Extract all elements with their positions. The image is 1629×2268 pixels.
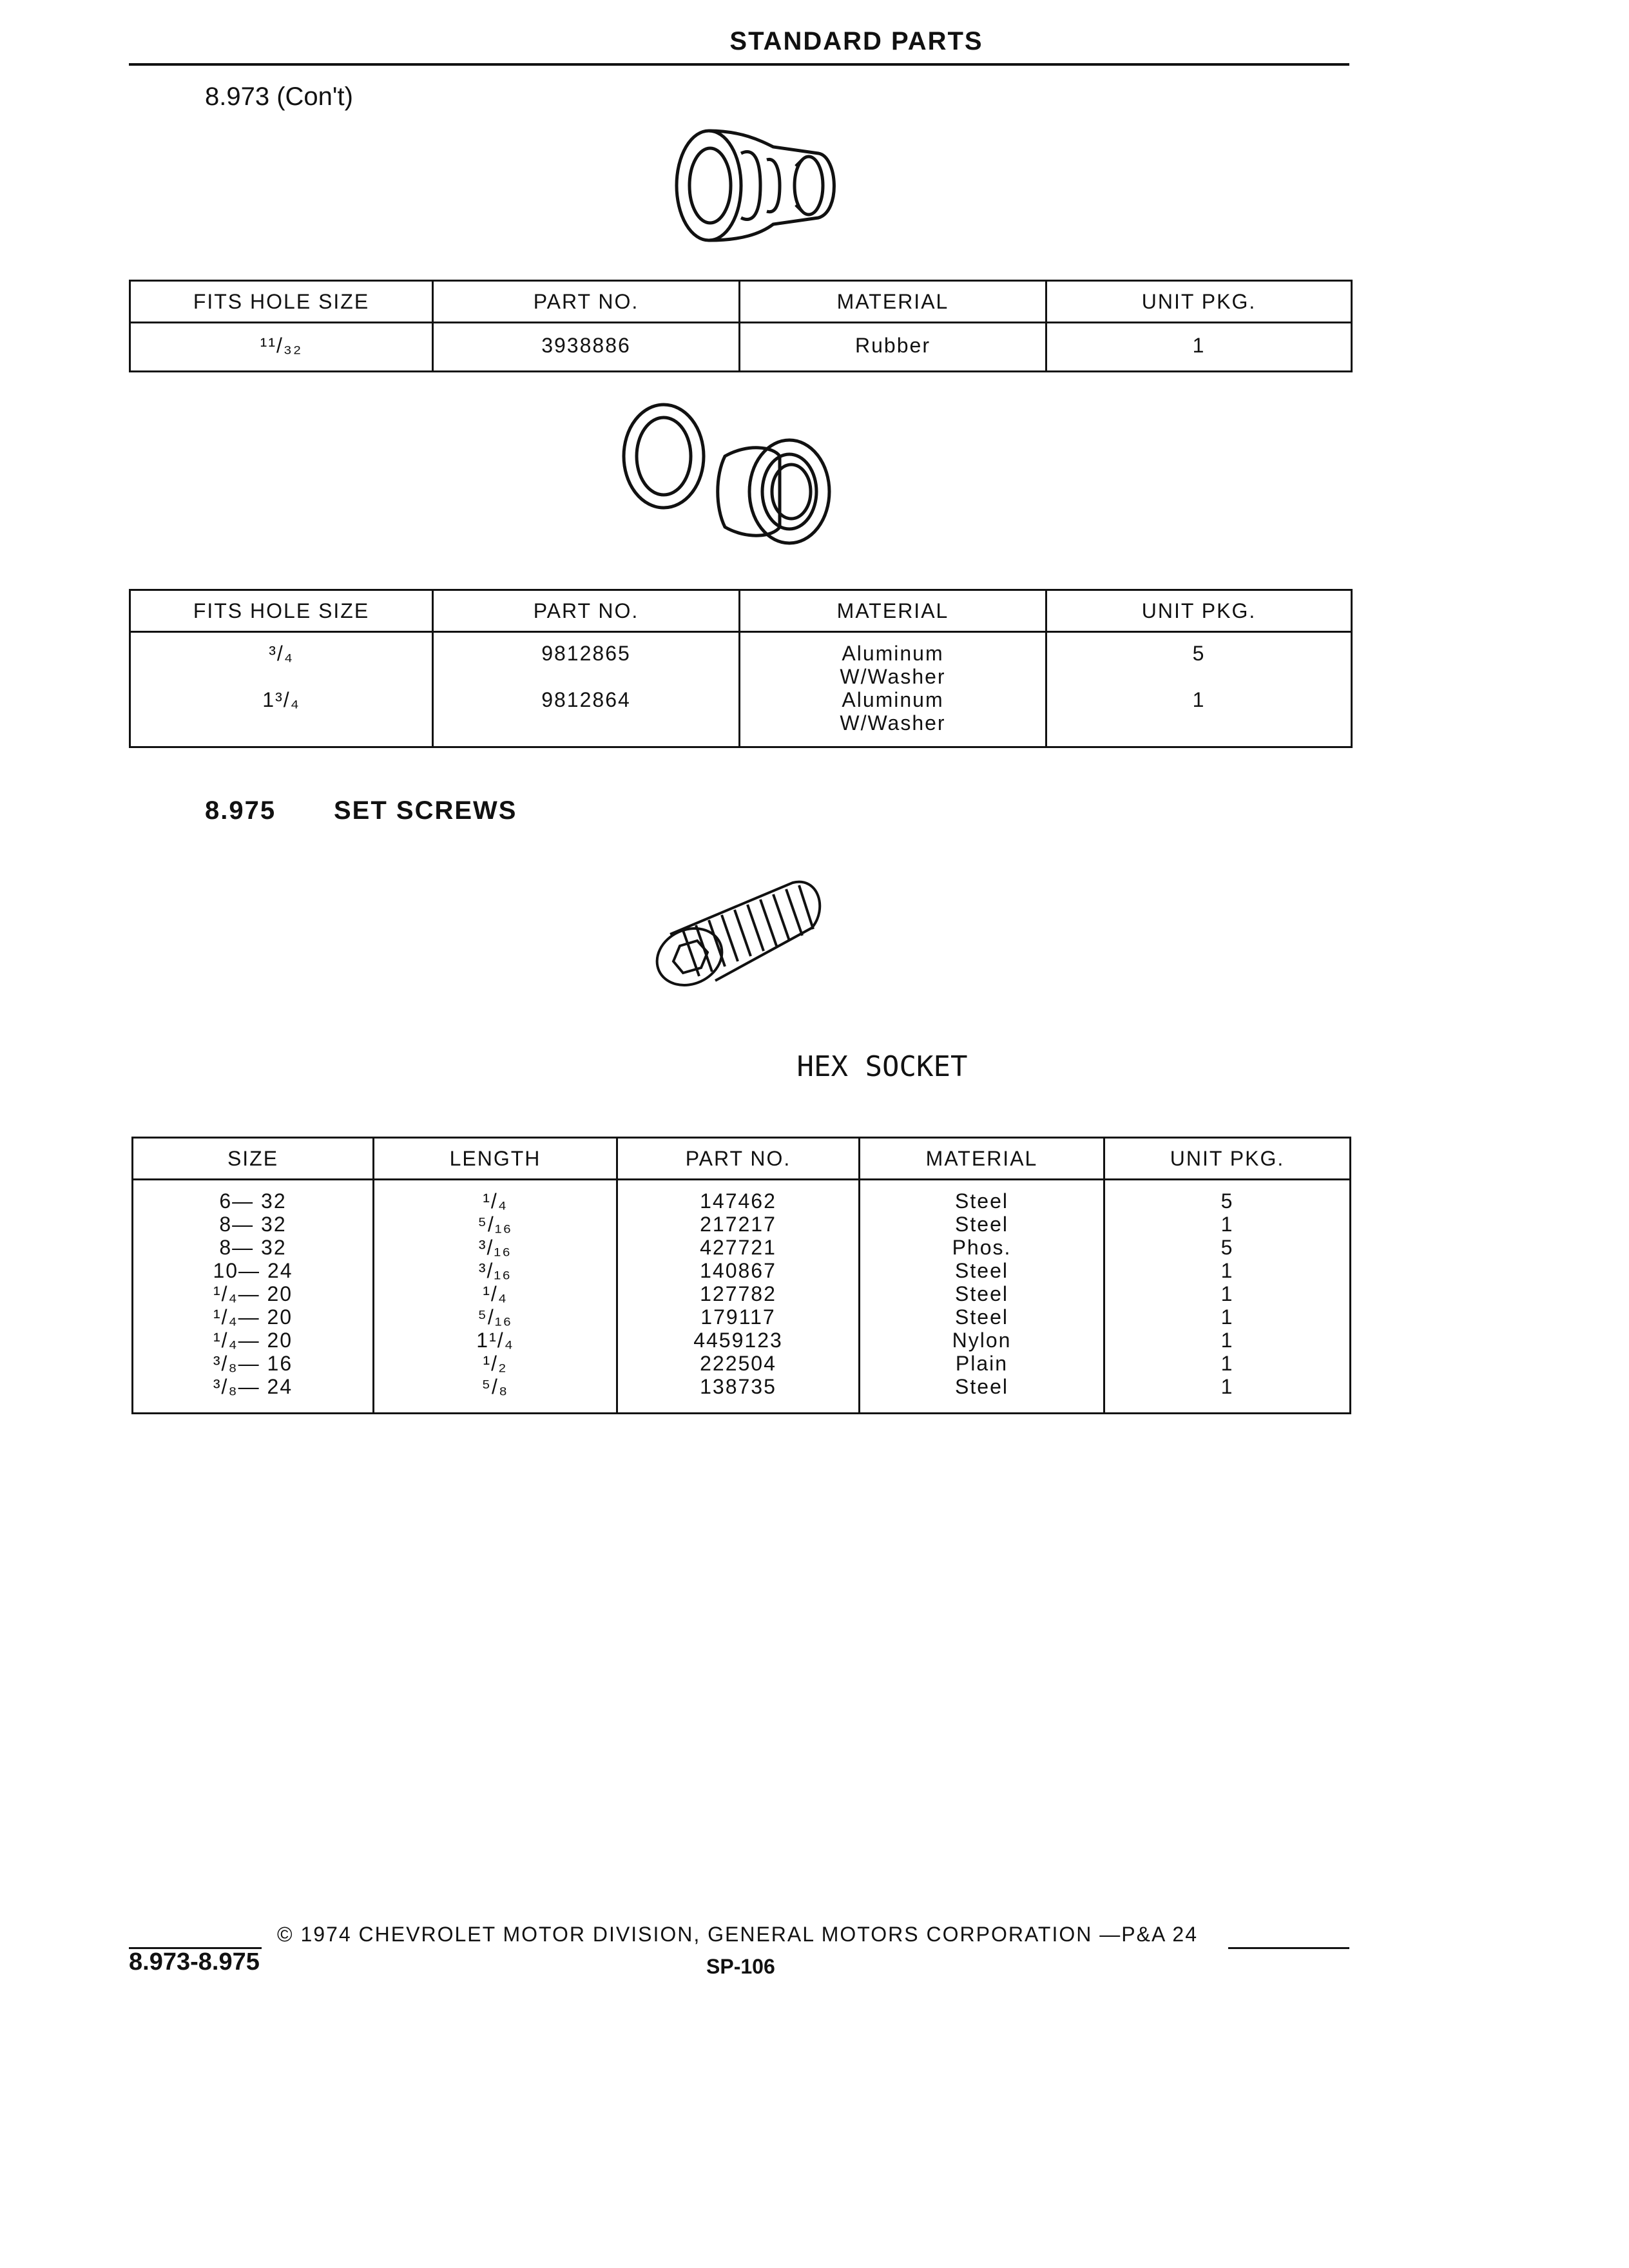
unit-package: 1 — [1220, 1282, 1234, 1305]
hole-size: ³/₄ — [269, 642, 294, 665]
unit-package: 1 — [1192, 688, 1206, 711]
size-value: ³/₈— 24 — [213, 1375, 293, 1398]
table-row — [130, 323, 1352, 372]
material-note: W/Washer — [840, 665, 946, 688]
column-header: SIZE — [133, 1138, 374, 1180]
hole-plug-table-2 — [129, 589, 1353, 748]
material: Steel — [955, 1305, 1008, 1329]
part-number: 147462 — [700, 1189, 776, 1213]
unit-package: 1 — [1220, 1375, 1234, 1398]
column-header: LENGTH — [374, 1138, 617, 1180]
column-header: FITS HOLE SIZE — [130, 590, 433, 632]
figure-caption: HEX SOCKET — [796, 1050, 968, 1083]
size-value: ¹/₄— 20 — [213, 1329, 293, 1352]
length-value: ¹/₂ — [483, 1352, 508, 1375]
unit-package: 1 — [1192, 334, 1206, 357]
hole-size: 1³/₄ — [262, 688, 300, 711]
length-value: ³/₁₆ — [478, 1236, 512, 1259]
material: Steel — [955, 1259, 1008, 1282]
part-number: 217217 — [700, 1213, 776, 1236]
part-number: 138735 — [700, 1375, 776, 1398]
unit-package: 1 — [1220, 1213, 1234, 1236]
column-header: PART NO. — [433, 590, 740, 632]
size-value: ³/₈— 16 — [213, 1352, 293, 1375]
length-value: ³/₁₆ — [478, 1259, 512, 1282]
footer-rule-right — [1228, 1947, 1349, 1949]
unit-package: 5 — [1220, 1189, 1234, 1213]
table-row — [130, 688, 1352, 747]
set-screws-table — [131, 1137, 1351, 1414]
column-header: MATERIAL — [860, 1138, 1104, 1180]
size-value: 6— 32 — [219, 1189, 287, 1213]
column-header: MATERIAL — [740, 590, 1046, 632]
rubber-grommet-illustration — [664, 121, 844, 250]
material: Steel — [955, 1282, 1008, 1305]
continuation-label: 8.973 (Con't) — [205, 82, 353, 111]
length-value: 1¹/₄ — [476, 1329, 514, 1352]
size-value: 8— 32 — [219, 1213, 287, 1236]
part-number: 9812864 — [541, 688, 631, 711]
page-title: STANDARD PARTS — [729, 27, 983, 55]
size-value: ¹/₄— 20 — [213, 1305, 293, 1329]
part-number: 9812865 — [541, 642, 631, 665]
column-header: UNIT PKG. — [1046, 281, 1352, 323]
length-value: ¹/₄ — [483, 1282, 508, 1305]
part-number: 3938886 — [541, 334, 631, 357]
page-number: SP-106 — [706, 1955, 775, 1978]
column-header: UNIT PKG. — [1104, 1138, 1351, 1180]
header-rule — [129, 63, 1349, 66]
material: Rubber — [855, 334, 930, 357]
hole-size: ¹¹/₃₂ — [260, 334, 303, 357]
material: Nylon — [952, 1329, 1012, 1352]
hole-plug-table-1 — [129, 280, 1353, 372]
section-title: SET SCREWS — [334, 796, 517, 825]
material: Steel — [955, 1189, 1008, 1213]
table-row — [130, 632, 1352, 689]
material: Plain — [955, 1352, 1008, 1375]
unit-package: 1 — [1220, 1352, 1234, 1375]
part-number: 222504 — [700, 1352, 776, 1375]
part-number: 4459123 — [693, 1329, 783, 1352]
unit-package: 1 — [1220, 1329, 1234, 1352]
column-header: PART NO. — [617, 1138, 860, 1180]
size-value: 10— 24 — [213, 1259, 293, 1282]
part-number: 140867 — [700, 1259, 776, 1282]
length-value: ⁵/₁₆ — [477, 1305, 513, 1329]
length-value: ⁵/₈ — [481, 1375, 509, 1398]
table-body-row — [133, 1180, 1351, 1414]
part-number: 127782 — [700, 1282, 776, 1305]
length-value: ¹/₄ — [483, 1189, 508, 1213]
unit-package: 5 — [1220, 1236, 1234, 1259]
column-header: FITS HOLE SIZE — [130, 281, 433, 323]
column-header: PART NO. — [433, 281, 740, 323]
length-value: ⁵/₁₆ — [477, 1213, 513, 1236]
copyright-notice: © 1974 CHEVROLET MOTOR DIVISION, GENERAL MOTORS CORPORATION —P&A 24 — [277, 1923, 1198, 1946]
column-header: MATERIAL — [740, 281, 1046, 323]
material: Steel — [955, 1213, 1008, 1236]
unit-package: 5 — [1192, 642, 1206, 665]
unit-package: 1 — [1220, 1259, 1234, 1282]
part-number: 179117 — [700, 1305, 776, 1329]
column-header: UNIT PKG. — [1046, 590, 1352, 632]
aluminum-plug-washer-illustration — [619, 398, 851, 546]
hex-socket-set-screw-illustration — [644, 876, 838, 999]
unit-package: 1 — [1220, 1305, 1234, 1329]
part-number: 427721 — [700, 1236, 776, 1259]
material: Aluminum — [842, 688, 944, 711]
size-value: 8— 32 — [219, 1236, 287, 1259]
section-range-code: 8.973-8.975 — [129, 1948, 260, 1975]
material-note: W/Washer — [840, 711, 946, 735]
material: Aluminum — [842, 642, 944, 665]
size-value: ¹/₄— 20 — [213, 1282, 293, 1305]
material: Steel — [955, 1375, 1008, 1398]
material: Phos. — [952, 1236, 1012, 1259]
section-number: 8.975 — [205, 796, 276, 825]
